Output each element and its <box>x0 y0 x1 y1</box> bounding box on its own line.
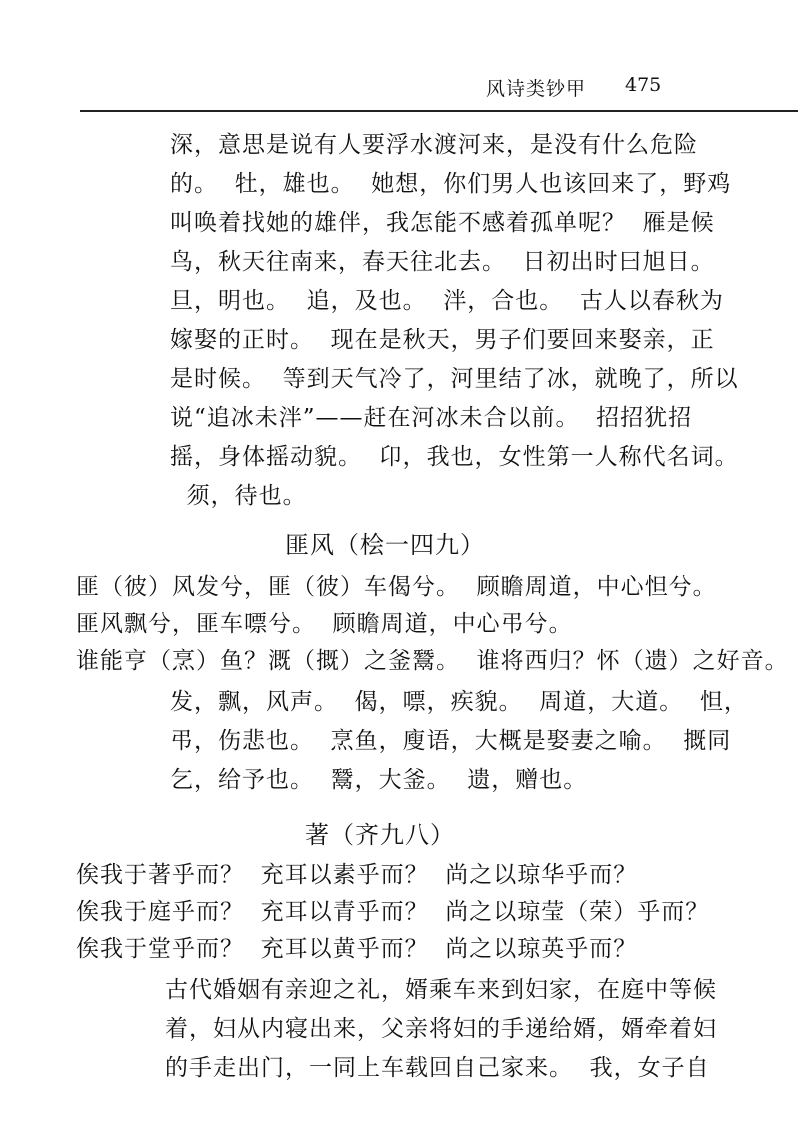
note-line: 乞，给予也。 鬵，大釜。 遗，赠也。 <box>170 767 588 793</box>
commentary-line: 旦，明也。 追，及也。 泮，合也。 古人以春秋为 <box>170 288 724 314</box>
note-line: 的手走出门，一同上车载回自己家来。 我，女子自 <box>165 1055 710 1081</box>
header-rule <box>80 110 798 112</box>
page-number: 475 <box>625 74 662 96</box>
note-line: 发，飘，风声。 偈，嘌，疾貌。 周道，大道。 怛， <box>170 689 748 715</box>
commentary-line: 叫唤着找她的雄伴，我怎能不感着孤单呢？ 雁是候 <box>170 210 715 236</box>
commentary-line: 深，意思是说有人要浮水渡河来，是没有什么危险 <box>170 132 698 158</box>
commentary-line: 的。 牡，雄也。 她想，你们男人也该回来了，野鸡 <box>170 171 732 197</box>
poem-line: 俟我于堂乎而？ 充耳以黄乎而？ 尚之以琼英乎而？ <box>76 936 638 962</box>
section-heading: 匪风（桧一四九） <box>285 531 485 559</box>
poem-line: 俟我于庭乎而？ 充耳以青乎而？ 尚之以琼莹（荣）乎而？ <box>76 899 710 925</box>
note-line: 弔，伤悲也。 烹鱼，廋语，大概是娶妻之喻。 摡同 <box>170 728 732 754</box>
commentary-line: 是时候。 等到天气冷了，河里结了冰，就晚了，所以 <box>170 366 739 392</box>
commentary-line: 说“追冰未泮”——赶在河冰未合以前。 招招犹招 <box>170 405 693 431</box>
note-line: 古代婚姻有亲迎之礼，婿乘车来到妇家，在庭中等候 <box>165 977 717 1003</box>
commentary-line: 鸟，秋天往南来，春天往北去。 日初出时曰旭日。 <box>170 249 715 275</box>
poem-line: 俟我于著乎而？ 充耳以素乎而？ 尚之以琼华乎而？ <box>76 862 638 888</box>
section-heading: 著（齐九八） <box>305 821 455 849</box>
commentary-line: 摇，身体摇动貌。 卬，我也，女性第一人称代名词。 <box>170 444 739 470</box>
running-header-title: 风诗类钞甲 <box>486 78 587 100</box>
poem-line: 匪（彼）风发兮，匪（彼）车偈兮。 顾瞻周道，中心怛兮。 <box>76 574 717 600</box>
commentary-line: 须，待也。 <box>170 483 307 509</box>
commentary-line: 嫁娶的正时。 现在是秋天，男子们要回来娶亲，正 <box>170 327 715 353</box>
poem-line: 谁能亨（烹）鱼？溉（摡）之釜鬵。 谁将西归？怀（遗）之好音。 <box>76 648 789 674</box>
poem-line: 匪风飘兮，匪车嘌兮。 顾瞻周道，中心弔兮。 <box>76 611 573 637</box>
note-line: 着，妇从内寝出来，父亲将妇的手递给婿，婿牵着妇 <box>165 1016 717 1042</box>
